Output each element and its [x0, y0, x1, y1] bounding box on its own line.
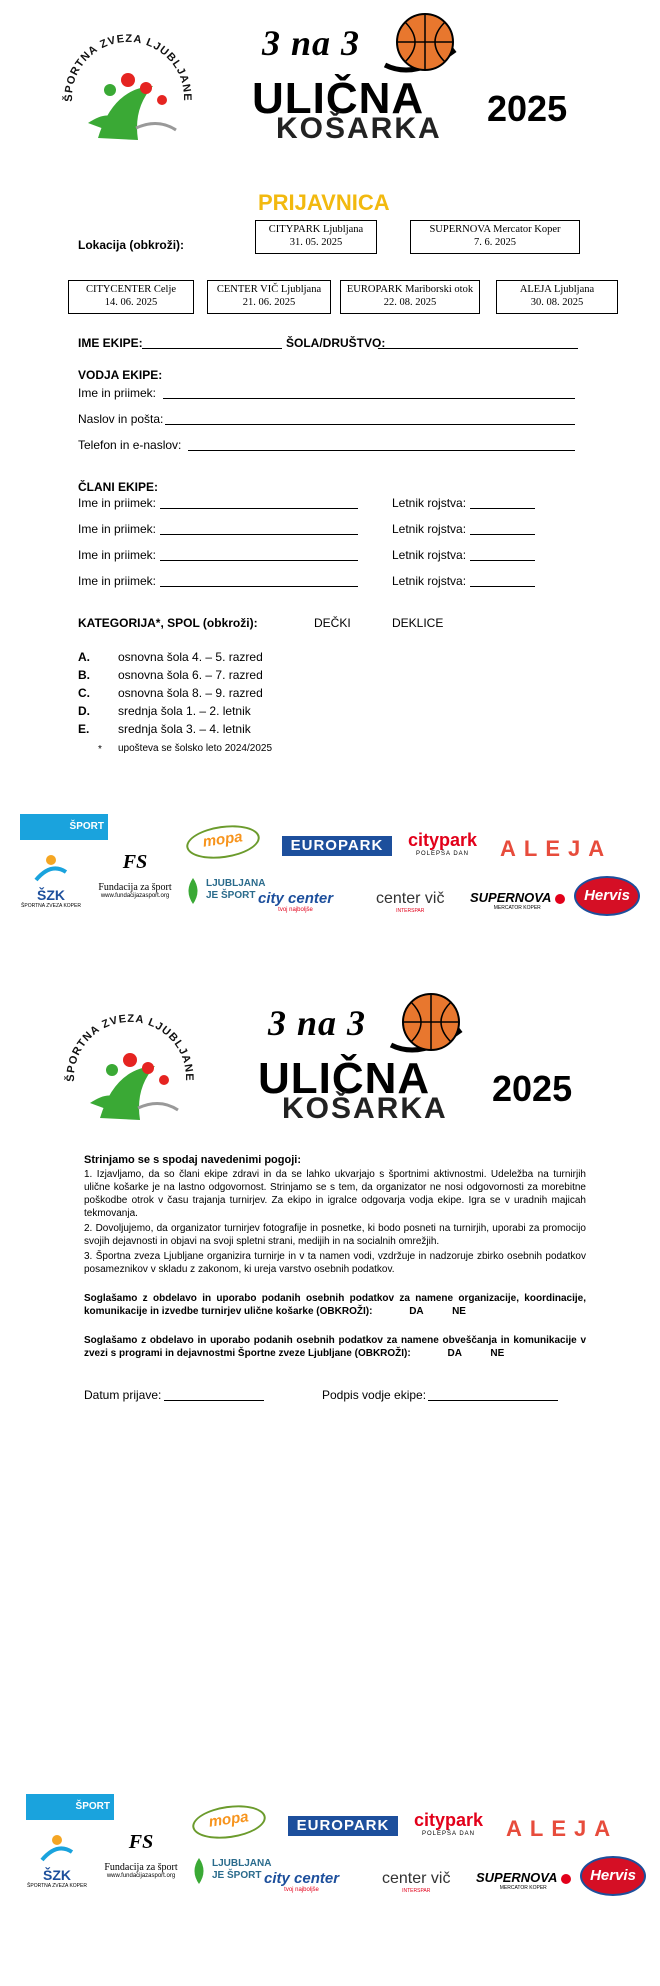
lj-sport-icon [188, 1856, 210, 1886]
location-centervic[interactable] [207, 280, 331, 314]
condition-paragraph-1: 1. Izjavljamo, da so člani ekipe zdravi in da se lahko ukvarjajo s športnimi aktivnostmi. Udeležba na turnirjih ulične košarke je na lastno odgovornost. Strinjamo se s tem, da organizator ne nosi odgovornosti za morebitne poškodbe otrok v času trajanja turnirjev. Za ekipo in igralce odgovarja vodja ekipe. Igra se v uradnih majicah tekmovanja. [84, 1169, 586, 1219]
leader-heading: VODJA EKIPE: [78, 368, 163, 382]
supernova-label: SUPERNOVA [470, 890, 551, 905]
lj-sport-text-2: JE ŠPORT [206, 890, 256, 901]
consent-2 [84, 1334, 586, 1360]
location-europark[interactable] [340, 280, 480, 314]
title-year: 2025 [487, 88, 568, 129]
date-label: Datum prijave: [84, 1388, 162, 1402]
europark-logo [288, 1816, 398, 1836]
category-letter: E. [78, 722, 90, 736]
fundacija-url: www.fundacijazasport.org [100, 893, 170, 899]
citypark-logo [408, 830, 477, 857]
sport-maribor-text: ŠPORT MARIBOR [56, 821, 104, 858]
member-name-label: Ime in priimek: [78, 574, 157, 588]
hervis-logo [574, 876, 640, 916]
citypark-sub: POLEPŠA DAN [416, 851, 470, 857]
citypark-sub: POLEPŠA DAN [422, 1831, 476, 1837]
consent-2-yes[interactable]: DA [447, 1348, 462, 1359]
category-label: KATEGORIJA*, SPOL (obkroži): [78, 616, 258, 630]
location-citycenter-date: 14. 06. 2025 [104, 297, 158, 308]
supernova-sub: MERCATOR KOPER [493, 905, 541, 911]
europark-logo [282, 836, 392, 856]
fs-icon: FS [128, 1831, 154, 1853]
member-birth-field[interactable] [470, 586, 535, 587]
supernova-text [476, 1870, 571, 1885]
title-3na3: 3 na 3 [262, 23, 361, 63]
member-name-field[interactable] [160, 534, 358, 535]
location-citypark-date: 31. 05. 2025 [289, 237, 343, 248]
location-aleja-name: ALEJA Ljubljana [519, 284, 595, 295]
hervis-text: Hervis [590, 1867, 636, 1884]
gender-girls[interactable]: DEKLICE [392, 616, 444, 630]
supernova-dot-icon [561, 1874, 571, 1884]
member-birth-label: Letnik rojstva: [392, 496, 467, 510]
centervic-logo [382, 1870, 450, 1894]
supernova-logo [476, 1870, 571, 1891]
location-citycenter[interactable] [68, 280, 194, 314]
fundacija-logo [96, 1822, 186, 1879]
title-kosarka: KOŠARKA [282, 1092, 448, 1125]
citycenter-text: city center [258, 890, 334, 907]
sport-maribor-logo [20, 814, 108, 858]
gender-boys[interactable]: DEČKI [314, 616, 351, 630]
fundacija-url: www.fundacijazasport.org [106, 1873, 176, 1879]
members-heading: ČLANI EKIPE: [78, 480, 159, 494]
footnote-mark: * [98, 744, 102, 755]
sport-maribor-logo [26, 1794, 114, 1838]
mopa-text: mopa [201, 828, 244, 851]
club-logo-text: ŠPORTNA ZVEZA LJUBLJANE [62, 32, 194, 102]
aleja-logo: ALEJA [500, 836, 613, 861]
centervic-text: center vič [382, 1870, 451, 1887]
location-aleja[interactable] [496, 280, 618, 314]
condition-paragraph-2: 2. Dovoljujemo, da organizator turnirjev fotografije in posnetke, ki bodo posneti na turnirjih, uporabi za promocijo svojih dejavnosti in objavi na svoji spletni strani, medijih in na socialnih omrežjih. [84, 1223, 586, 1247]
conditions-heading: Strinjamo se s spodaj navedenimi pogoji: [84, 1154, 301, 1166]
europark-text: EUROPARK [296, 1817, 390, 1834]
member-name-field[interactable] [160, 586, 358, 587]
mopa-text: mopa [207, 1808, 250, 1831]
signature-field[interactable] [428, 1400, 558, 1401]
szk-text: ŠZK [37, 887, 65, 903]
centervic-logo [376, 890, 444, 914]
location-citypark-name: CITYPARK Ljubljana [268, 224, 364, 235]
hervis-logo [580, 1856, 646, 1896]
fundacija-text: Fundacija za šport [104, 1862, 178, 1873]
category-text: osnovna šola 4. – 5. razred [118, 650, 263, 664]
citycenter-text: city center [264, 1870, 340, 1887]
member-name-label: Ime in priimek: [78, 496, 157, 510]
member-birth-field[interactable] [470, 508, 535, 509]
mopa-logo [184, 821, 262, 863]
school-field[interactable] [378, 348, 578, 349]
location-supernova-name: SUPERNOVA Mercator Koper [429, 224, 561, 235]
category-text: srednja šola 1. – 2. letnik [118, 704, 251, 718]
club-logo [58, 28, 198, 148]
svg-text:ŠPORTNA ZVEZA LJUBLJANE [64, 1013, 195, 1082]
location-centervic-name: CENTER VIČ Ljubljana [216, 284, 322, 295]
citypark-text: citypark [408, 830, 478, 850]
leader-phone-label: Telefon in e-naslov: [78, 438, 182, 452]
lj-sport-text-1: LJUBLJANA [206, 878, 266, 889]
title-kosarka: KOŠARKA [276, 112, 442, 145]
leader-name-field[interactable] [163, 398, 575, 399]
location-aleja-date: 30. 08. 2025 [530, 297, 584, 308]
citycenter-logo [258, 890, 333, 913]
member-name-label: Ime in priimek: [78, 548, 157, 562]
member-birth-label: Letnik rojstva: [392, 574, 467, 588]
category-letter: C. [78, 686, 90, 700]
location-supernova-date: 7. 6. 2025 [474, 237, 516, 248]
title-3na3: 3 na 3 [268, 1003, 367, 1043]
leader-name-label: Ime in priimek: [78, 386, 157, 400]
category-letter: B. [78, 668, 90, 682]
title-ulicna: ULIČNA [258, 1054, 431, 1103]
citypark-text: citypark [414, 1810, 484, 1830]
club-logo-2 [60, 1008, 200, 1128]
member-name-label: Ime in priimek: [78, 522, 157, 536]
school-label: ŠOLA/DRUŠTVO: [286, 336, 386, 350]
member-birth-field[interactable] [470, 560, 535, 561]
mopa-logo [190, 1801, 268, 1843]
title-ulicna: ULIČNA [252, 74, 425, 123]
szk-logo [16, 852, 86, 909]
signature-label: Podpis vodje ekipe: [322, 1388, 427, 1402]
lj-sport-text-2: JE ŠPORT [212, 1870, 262, 1881]
szk-text: ŠZK [43, 1867, 71, 1883]
footnote: upošteva se šolsko leto 2024/2025 [118, 743, 272, 754]
fundacija-logo [90, 842, 180, 899]
member-birth-label: Letnik rojstva: [392, 548, 467, 562]
location-europark-date: 22. 08. 2025 [383, 297, 437, 308]
member-name-field[interactable] [160, 508, 358, 509]
consent-2-text: Soglašamo z obdelavo in uporabo podanih osebnih podatkov za namene obveščanja in komunikacije v zvezi s programi in dejavnostmi Športne zveze Ljubljane (OBKROŽI): [84, 1335, 586, 1359]
fs-icon: FS [122, 851, 148, 873]
lj-sport-text-1: LJUBLJANA [212, 1858, 272, 1869]
leader-address-field[interactable] [165, 424, 575, 425]
location-citycenter-name: CITYCENTER Celje [85, 284, 177, 295]
supernova-sub: MERCATOR KOPER [499, 1885, 547, 1891]
date-field[interactable] [164, 1400, 264, 1401]
sport-maribor-text: ŠPORT MARIBOR [62, 1801, 110, 1838]
category-letter: A. [78, 650, 90, 664]
szk-icon [31, 852, 71, 882]
szk-icon [37, 1832, 77, 1862]
hervis-text: Hervis [584, 887, 630, 904]
team-name-field[interactable] [142, 348, 282, 349]
citycenter-sub: tvoj najboljše [284, 1887, 319, 1893]
citycenter-logo [264, 1870, 339, 1893]
location-citypark[interactable] [255, 220, 377, 254]
location-supernova[interactable] [410, 220, 580, 254]
consent-1-yes[interactable]: DA [409, 1306, 424, 1317]
citycenter-sub: tvoj najboljše [278, 907, 313, 913]
supernova-logo [470, 890, 565, 911]
citypark-logo [414, 1810, 483, 1837]
team-name-label: IME EKIPE: [78, 336, 143, 350]
szk-sub: ŠPORTNA ZVEZA KOPER [21, 903, 81, 909]
location-label: Lokacija (obkroži): [78, 238, 185, 252]
consent-1-no[interactable]: NE [452, 1306, 466, 1317]
member-birth-label: Letnik rojstva: [392, 522, 467, 536]
title-year: 2025 [492, 1068, 573, 1109]
member-name-field[interactable] [160, 560, 358, 561]
aleja-logo: ALEJA [506, 1816, 619, 1841]
category-text: srednja šola 3. – 4. letnik [118, 722, 251, 736]
consent-2-no[interactable]: NE [490, 1348, 505, 1359]
supernova-label: SUPERNOVA [476, 1870, 557, 1885]
svg-text:ŠPORTNA ZVEZA LJUBLJANE [62, 33, 193, 102]
centervic-text: center vič [376, 890, 445, 907]
location-europark-name: EUROPARK Mariborski otok [346, 284, 474, 295]
centervic-sub: INTERSPAR [402, 1888, 431, 1894]
europark-text: EUROPARK [290, 837, 384, 854]
leader-phone-field[interactable] [188, 450, 575, 451]
szk-logo [22, 1832, 92, 1889]
leader-address-label: Naslov in pošta: [78, 412, 164, 426]
location-centervic-date: 21. 06. 2025 [242, 297, 296, 308]
consent-1-text: Soglašamo z obdelavo in uporabo podanih osebnih podatkov za namene organizacije, koordinacije, komunikacije in izvedbe turnirjev ulične košarke (OBKROŽI): [84, 1293, 586, 1317]
lj-sport-icon [182, 876, 204, 906]
szk-sub: ŠPORTNA ZVEZA KOPER [27, 1883, 87, 1889]
member-birth-field[interactable] [470, 534, 535, 535]
form-heading: PRIJAVNICA [258, 190, 390, 215]
category-text: osnovna šola 6. – 7. razred [118, 668, 263, 682]
category-letter: D. [78, 704, 90, 718]
fundacija-text: Fundacija za šport [98, 882, 172, 893]
condition-paragraph-3: 3. Športna zveza Ljubljane organizira turnirje in v ta namen vodi, vzdržuje in nadzoruje zbirko osebnih podatkov posameznikov v skladu z zakonom, ki ureja varstvo osebnih podatkov. [84, 1251, 586, 1275]
supernova-text [470, 890, 565, 905]
club-logo-text: ŠPORTNA ZVEZA LJUBLJANE [64, 1012, 196, 1082]
category-text: osnovna šola 8. – 9. razred [118, 686, 263, 700]
supernova-dot-icon [555, 894, 565, 904]
centervic-sub: INTERSPAR [396, 908, 425, 914]
consent-1 [84, 1292, 586, 1318]
